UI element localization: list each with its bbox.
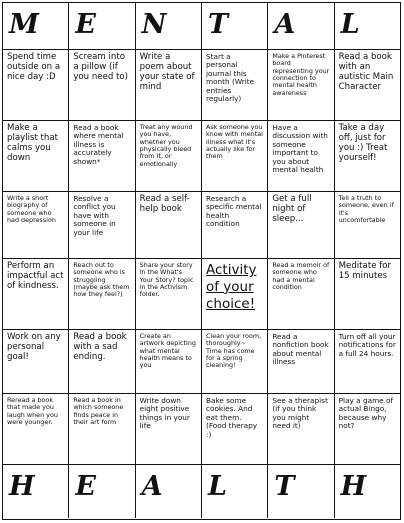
- bingo-square[interactable]: [268, 121, 334, 192]
- square-text: Scream into a pillow (if you need to): [73, 52, 129, 82]
- bingo-square[interactable]: [268, 330, 334, 394]
- header-letter-6: L: [335, 3, 400, 50]
- square-text: Research a specific mental health condition: [205, 194, 262, 229]
- bingo-square[interactable]: [136, 394, 202, 465]
- square-text: Tell a truth to someone, even if it's uncomfortable: [338, 194, 394, 225]
- bingo-row-1: [3, 50, 400, 121]
- bingo-square[interactable]: [3, 394, 69, 465]
- bingo-square[interactable]: [136, 330, 202, 394]
- header-letter-5: A: [268, 3, 334, 50]
- bingo-square[interactable]: [202, 394, 268, 465]
- bingo-square[interactable]: [335, 259, 400, 330]
- bingo-square[interactable]: [268, 259, 334, 330]
- bingo-square[interactable]: [202, 50, 268, 121]
- bingo-board: [2, 2, 401, 520]
- square-text: Read a book in which someone finds peace in their art form: [73, 396, 124, 427]
- bingo-square[interactable]: [3, 50, 69, 121]
- header-letter-2: E: [69, 3, 135, 50]
- square-text: Have a discussion with someone important to you about mental health: [272, 123, 328, 174]
- square-text: Ask someone you know with mental illness what it's actually like for them: [205, 123, 263, 161]
- square-text: Write a poem about your state of mind: [139, 52, 195, 92]
- square-text: Read a book with a sad ending.: [73, 332, 127, 362]
- square-text: Meditate for 15 minutes: [338, 261, 392, 281]
- square-text: Read a book with an autistic Main Character: [338, 52, 394, 92]
- square-text: Turn off all your notifications for a full 24 hours.: [338, 332, 396, 358]
- bingo-square[interactable]: [3, 121, 69, 192]
- square-text: Reread a book that made you laugh when you were younger.: [7, 396, 58, 427]
- bingo-square[interactable]: [136, 50, 202, 121]
- square-text: Write down eight positive things in your life: [139, 396, 190, 431]
- square-text: Get a full night of sleep...: [272, 194, 312, 224]
- bingo-row-3: [3, 192, 400, 259]
- header-row: [3, 3, 400, 50]
- bingo-square[interactable]: [268, 50, 334, 121]
- free-space-label: Activity of your choice!: [205, 262, 257, 312]
- bingo-square[interactable]: [69, 121, 135, 192]
- square-text: Spend time outside on a nice day :D: [7, 52, 61, 82]
- bingo-square[interactable]: [202, 259, 268, 330]
- bingo-row-5: [3, 330, 400, 394]
- bingo-square[interactable]: [202, 330, 268, 394]
- footer-letter-3: A: [136, 465, 202, 518]
- square-text: See a therapist (if you think you might need it): [272, 396, 328, 431]
- header-letter-4: T: [202, 3, 268, 50]
- square-text: Read a memoir of someone who had a mental condition: [272, 261, 330, 292]
- square-text: Make a Pinterest board representing your connection to mental health awareness: [272, 52, 330, 97]
- footer-letter-2: E: [69, 465, 135, 518]
- footer-letter-4: L: [202, 465, 268, 518]
- bingo-row-4: [3, 259, 400, 330]
- bingo-square[interactable]: [268, 394, 334, 465]
- bingo-square[interactable]: [136, 259, 202, 330]
- square-text: Reach out to someone who is struggling (maybe ask them how they feel?): [73, 261, 130, 299]
- bingo-square[interactable]: [335, 50, 400, 121]
- bingo-square[interactable]: [202, 121, 268, 192]
- square-text: Perform an impactful act of kindness.: [7, 261, 64, 291]
- bingo-square[interactable]: [69, 394, 135, 465]
- bingo-square[interactable]: [3, 330, 69, 394]
- bingo-square[interactable]: [136, 192, 202, 259]
- bingo-square[interactable]: [3, 259, 69, 330]
- square-text: Read a nonfiction book about mental illness: [272, 332, 329, 367]
- square-text: Treat any wound you have, whether you physically bleed from it, or emotionally: [139, 123, 193, 168]
- square-text: Read a book where mental illness is accurately shown*: [73, 123, 124, 166]
- bingo-square[interactable]: [335, 121, 400, 192]
- bingo-square[interactable]: [335, 394, 400, 465]
- square-text: Bake some cookies. And eat them. (Food therapy :): [205, 396, 258, 439]
- bingo-square[interactable]: [69, 50, 135, 121]
- footer-letter-6: H: [340, 471, 367, 502]
- square-text: Read a self-help book: [139, 194, 190, 214]
- square-text: Clean your room, thoroughly~ Time has come for a spring cleaning!: [205, 332, 262, 370]
- bingo-square[interactable]: [136, 121, 202, 192]
- square-text: Start a personal journal this month (Write entries regularly): [205, 52, 255, 103]
- square-text: Work on any personal goal!: [7, 332, 61, 362]
- bingo-square[interactable]: [69, 330, 135, 394]
- square-text: Make a playlist that calms you down: [7, 123, 59, 163]
- header-letter-1: M: [3, 3, 69, 50]
- square-text: Take a day off, just for you :) Treat yourself!: [338, 123, 388, 163]
- footer-row: [3, 465, 400, 518]
- bingo-square[interactable]: [335, 192, 400, 259]
- square-text: Play a game of actual Bingo, because why not?: [338, 396, 394, 431]
- bingo-square[interactable]: [3, 192, 69, 259]
- square-text: Create an artwork depicting what mental health means to you: [139, 332, 196, 370]
- bingo-square[interactable]: [69, 192, 135, 259]
- header-letter-3: N: [136, 3, 202, 50]
- square-text: Write a short biography of someone who had depression: [7, 194, 56, 225]
- bingo-row-6: [3, 394, 400, 465]
- footer-letter-5: T: [268, 465, 334, 518]
- bingo-square[interactable]: [202, 192, 268, 259]
- bingo-row-2: [3, 121, 400, 192]
- bingo-square[interactable]: [268, 192, 334, 259]
- bingo-square[interactable]: [335, 330, 400, 394]
- footer-letter-1: H: [3, 465, 69, 518]
- square-text: Share your story in the What's Your Story? topic in the Activism folder.: [139, 261, 194, 299]
- square-text: Resolve a conflict you have with someone in your life: [73, 194, 116, 237]
- bingo-square[interactable]: [69, 259, 135, 330]
